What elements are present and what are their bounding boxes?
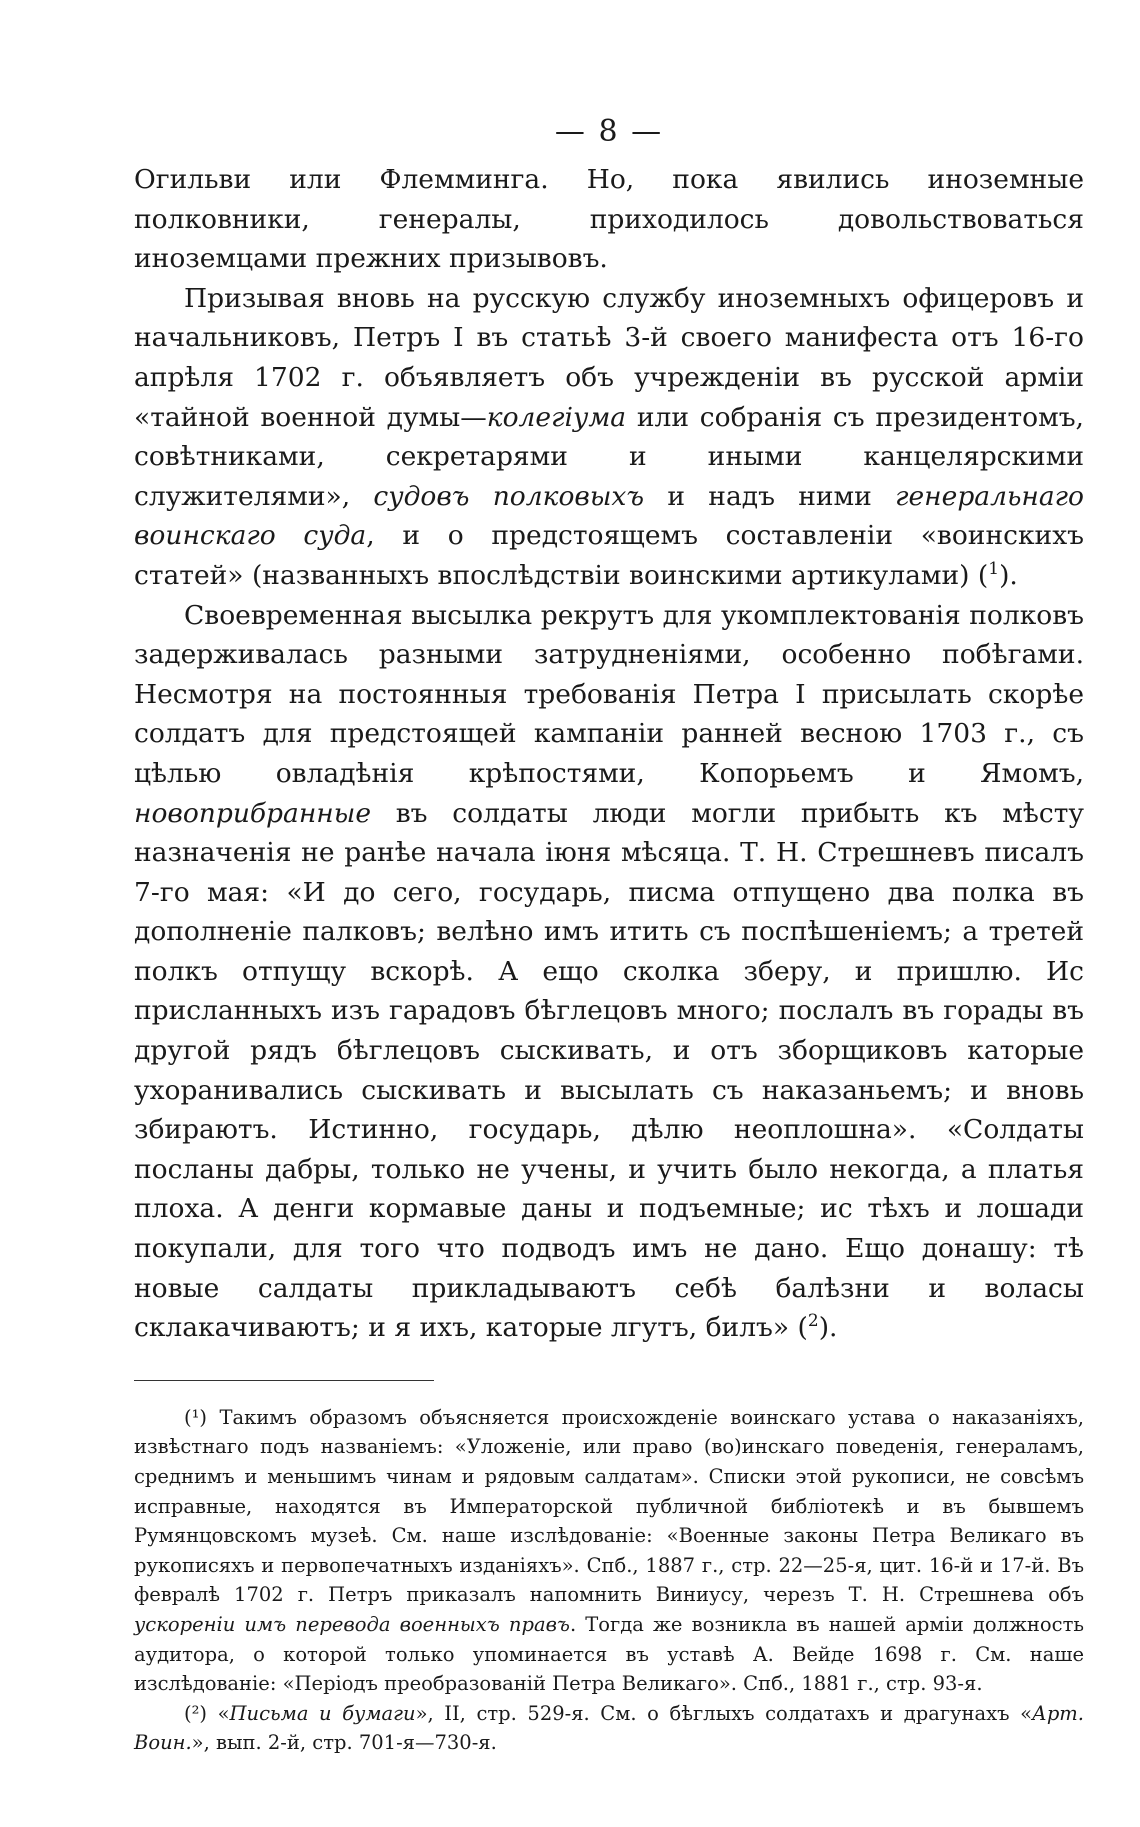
paragraph-1: Огильви или Флемминга. Но, пока явились иноземные полковники, генералы, приходилось довольствоваться иноземцами прежних призывовъ. [134,164,1084,275]
paragraph-2-text-b: или собранія съ президентомъ, совѣтниками, секретарями и иными канцелярскими служителями», [134,401,1084,512]
main-text [134,160,1084,1348]
footnote-1-italic-a: ускореніи имъ перевода военныхъ правъ [134,1612,570,1636]
paragraph-3 [134,596,1084,1348]
footnote-2-text-a: (²) « [184,1701,230,1725]
footnote-2-text-b: », II, стр. 529-я. См. о бѣглыхъ солдатахъ и драгунахъ « [415,1701,1033,1725]
paragraph-2-italic-b: судовъ полковыхъ [373,480,645,512]
paragraph-3-text-a: Своевременная высылка рекрутъ для укомплектованія полковъ задерживалась разными затрудненіями, особенно побѣгами. Несмотря на постоянныя требованія Петра I присылать скорѣе солдатъ для предстоящей кампаніи ранней весною 1703 г., съ цѣлью овладѣнія крѣпостями, Копорьемъ и Ямомъ, [134,599,1084,789]
footnote-ref-1[interactable]: 1 [988,559,1000,580]
book-page [134,112,1084,1758]
paragraph-2-text-e: ). [999,559,1018,591]
footnote-2 [134,1699,1084,1758]
footnote-2-text-c: », вып. 2-й, стр. 701-я—730-я. [191,1731,497,1755]
footnote-1-text-b: . Тогда же возникла въ нашей арміи должность аудитора, о которой только упоминается въ уставѣ А. Вейде 1698 г. См. наше изслѣдованіе: «Періодъ преобразованій Петра Великаго». Спб., 1881 г., стр. 93-я. [134,1612,1084,1696]
paragraph-2-text-c: и надъ ними [644,480,896,512]
paragraph-2-text-a: Призывая вновь на русскую службу иноземныхъ офицеровъ и начальниковъ, Петръ I въ статьѣ 3-й своего манифеста отъ 16-го апрѣля 1702 г. объявляетъ объ учрежденіи въ русской арміи «тайной военной думы— [134,282,1084,433]
footnote-divider [134,1380,434,1381]
footnote-1 [134,1403,1084,1699]
page-number: — 8 — [554,114,664,149]
paragraph-3-text-b: въ солдаты люди могли прибыть къ мѣсту назначенія не ранѣе начала іюня мѣсяца. Т. Н. Стрешневъ писалъ 7-го мая: «И до сего, государь, писма отпущено два полка въ дополненіе палковъ; велѣно имъ итить съ поспѣшеніемъ; а третей полкъ отпущу вскорѣ. А ещо сколка зберу, и пришлю. Ис присланныхъ изъ гарадовъ бѣглецовъ много; послалъ въ горады въ другой рядъ бѣглецовъ сыскивать, и отъ зборщиковъ каторые ухоранивались сыскивать и высылать съ наказаньемъ; и вновь збираютъ. Истинно, государь, дѣлю неоплошна». «Солдаты посланы дабры, только не учены, и учить было некогда, а платья плоха. А денги кормавые даны и подъемные; ис тѣхъ и лошади покупали, для того что подводъ имъ не дано. Ещо донашу: тѣ новые салдаты прикладываютъ себѣ балѣзни и воласы склакачиваютъ; и я ихъ, каторые лгутъ, билъ» ( [134,797,1084,1344]
paragraph-2-italic-c: генеральнаго воинскаго суда [134,480,1084,552]
paragraph-3-italic-a: новоприбранные [134,797,371,829]
paragraph-2-italic-a: колегіума [486,401,627,433]
paragraph-3-text-c: ). [818,1312,838,1344]
footnote-2-italic-b: Арт. Воин. [134,1701,1084,1755]
paragraph-2 [134,279,1084,596]
paragraph-2-text-d: , и о предстоящемъ составленіи «воинскихъ статей» (названныхъ впослѣдствіи воинскими артикулами) ( [134,520,1084,591]
footnote-1-text-a: (¹) Такимъ образомъ объясняется происхожденіе воинскаго устава о наказаніяхъ, извѣстнаго подъ названіемъ: «Уложеніе, или право (во)инскаго поведенія, генераламъ, среднимъ и меньшимъ чинам и рядовым салдатам». Списки этой рукописи, не совсѣмъ исправные, находятся въ Императорской публичной библіотекѣ и въ бывшемъ Румянцовскомъ музеѣ. См. наше изслѣдованіе: «Военные законы Петра Великаго въ рукописяхъ и первопечатныхъ изданіяхъ». Спб., 1887 г., стр. 22—25-я, цит. 16-й и 17-й. Въ февралѣ 1702 г. Петръ приказалъ напомнить Виниусу, черезъ Т. Н. Стрешнева объ [134,1405,1084,1607]
footnote-2-italic-a: Письма и бумаги [229,1701,416,1725]
footnote-ref-2[interactable]: 2 [807,1311,819,1332]
footnotes [134,1403,1084,1758]
